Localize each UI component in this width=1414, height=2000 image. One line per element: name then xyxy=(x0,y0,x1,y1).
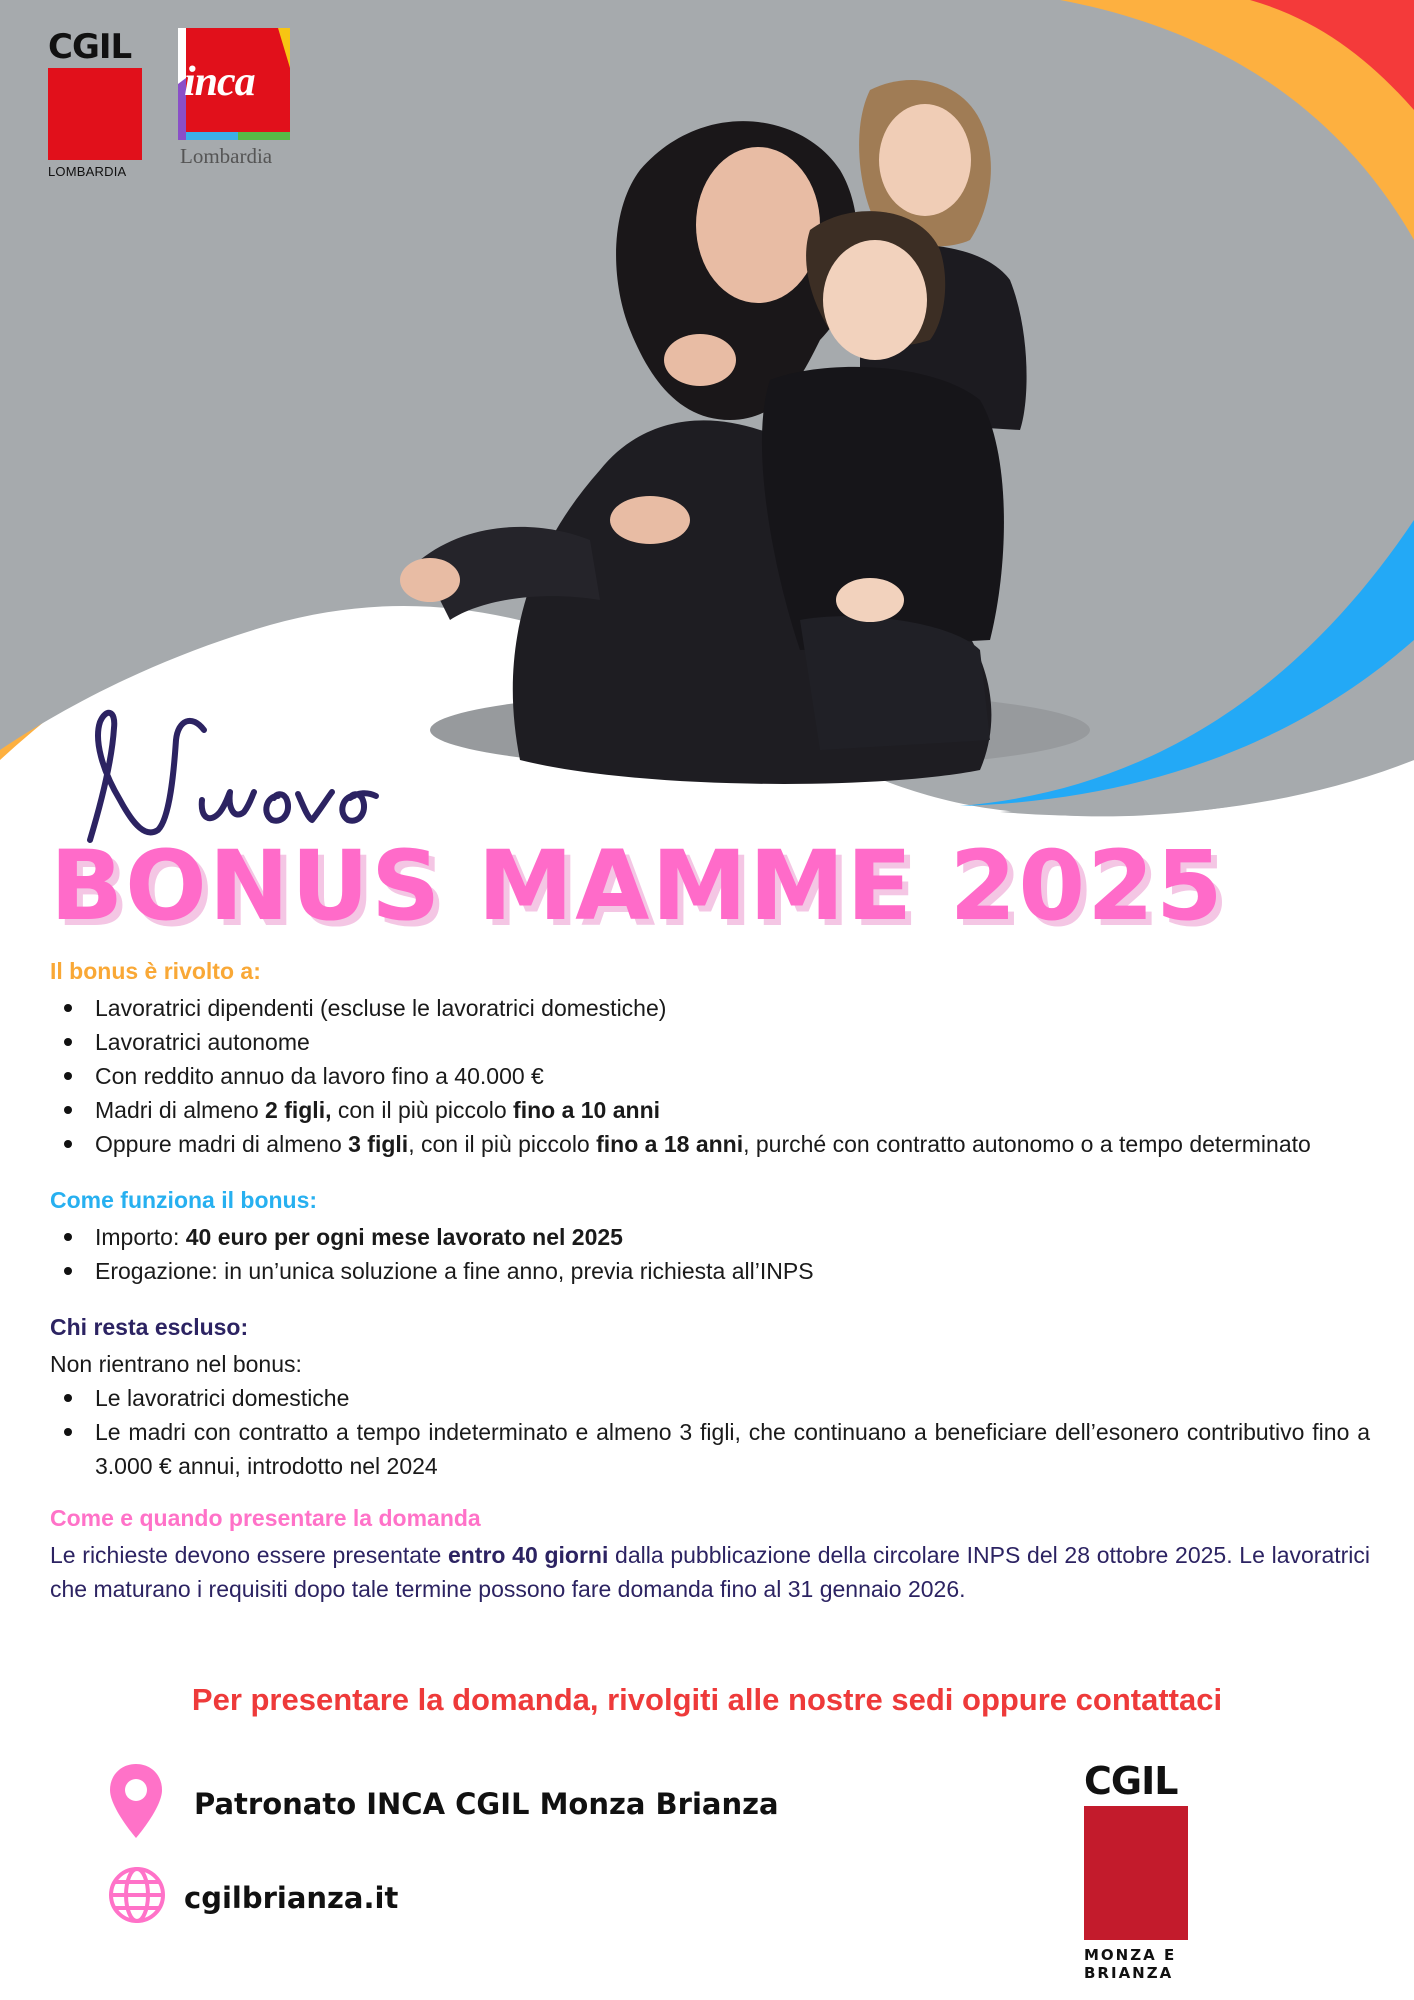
website-link[interactable]: cgilbrianza.it xyxy=(184,1880,399,1915)
item-text: Importo: xyxy=(95,1224,186,1250)
cgil-monza-brianza-logo xyxy=(1084,1759,1190,1982)
section-how-it-works-title: Come funziona il bonus: xyxy=(50,1187,318,1213)
list-item xyxy=(50,991,1370,1025)
item-text: Oppure madri di almeno xyxy=(95,1131,349,1157)
contact-office xyxy=(108,1762,779,1845)
section-eligibility-title: Il bonus è rivolto a: xyxy=(50,958,261,984)
item-text: Madri di almeno xyxy=(95,1097,266,1123)
item-text: Con reddito annuo da lavoro fino a 40.000 € xyxy=(95,1063,544,1089)
content-area xyxy=(50,958,1370,1606)
call-to-action: Per presentare la domanda, rivolgiti alle nostre sedi oppure contattaci xyxy=(191,1682,1223,1717)
paragraph-bold: entro 40 giorni xyxy=(447,1542,609,1568)
inca-logo-sub: Lombardia xyxy=(180,144,273,168)
list-item xyxy=(50,1127,1370,1161)
inca-logo-word: inca xyxy=(184,59,255,105)
cgil-lombardia-logo xyxy=(48,27,144,179)
item-text: Lavoratrici autonome xyxy=(95,1029,310,1055)
item-text: Erogazione: in un’unica soluzione a fine anno, previa richiesta all’INPS xyxy=(95,1258,814,1284)
list-item xyxy=(50,1254,1370,1288)
paragraph-text: dalla pubblicazione della circolare INPS del 28 ottobre 2025. Le lavoratrici che maturano i requisiti dopo tale termine possono fare domanda fino al 31 gennaio 2026. xyxy=(50,1542,1371,1602)
list-item xyxy=(50,1220,1370,1254)
list-item xyxy=(50,1025,1370,1059)
cgil-logo-word: CGIL xyxy=(48,27,132,67)
list-item xyxy=(50,1381,1370,1415)
item-bold: 40 euro per ogni mese lavorato nel 2025 xyxy=(185,1224,623,1250)
excluded-list xyxy=(50,1381,1370,1483)
eligibility-list xyxy=(50,991,1370,1161)
contact-website[interactable] xyxy=(108,1866,398,1929)
cgil-bottom-block xyxy=(1084,1806,1188,1940)
cgil-bottom-sub-line2: BRIANZA xyxy=(1084,1964,1174,1982)
cgil-logo-sub: LOMBARDIA xyxy=(48,164,127,179)
title-main: BONUS MAMME 2025 xyxy=(50,830,1225,942)
item-text: Lavoratrici dipendenti (escluse le lavoratrici domestiche) xyxy=(95,995,667,1021)
inca-lombardia-logo xyxy=(178,28,296,169)
item-text: Le lavoratrici domestiche xyxy=(95,1385,350,1411)
list-item xyxy=(50,1415,1370,1483)
section-excluded-title: Chi resta escluso: xyxy=(50,1314,249,1340)
paragraph-text: Le richieste devono essere presentate xyxy=(50,1542,448,1568)
list-item xyxy=(50,1059,1370,1093)
item-bold: 3 figli xyxy=(348,1131,409,1157)
cgil-logo-block xyxy=(48,68,142,160)
cgil-bottom-word: CGIL xyxy=(1084,1759,1178,1803)
location-pin-icon xyxy=(108,1762,164,1845)
inca-logo-box xyxy=(178,28,290,140)
item-bold: 2 figli, xyxy=(265,1097,332,1123)
section-application-title: Come e quando presentare la domanda xyxy=(50,1505,481,1531)
cgil-bottom-sub-line1: MONZA E xyxy=(1084,1946,1177,1964)
globe-icon xyxy=(108,1866,166,1929)
item-text: Le madri con contratto a tempo indeterminato e almeno 3 figli, che continuano a beneficiare dell’esonero contributivo fino a 3.000 € annui, introdotto nel 2024 xyxy=(95,1419,1370,1479)
item-text: , purché con contratto autonomo o a tempo determinato xyxy=(743,1131,1311,1157)
item-bold: fino a 10 anni xyxy=(513,1097,661,1123)
application-paragraph xyxy=(50,1538,1370,1606)
item-text: , con il più piccolo xyxy=(408,1131,597,1157)
how-it-works-list xyxy=(50,1220,1370,1288)
list-item xyxy=(50,1093,1370,1127)
item-bold: fino a 18 anni xyxy=(596,1131,744,1157)
item-text: con il più piccolo xyxy=(331,1097,514,1123)
excluded-intro: Non rientrano nel bonus: xyxy=(50,1351,302,1377)
office-label: Patronato INCA CGIL Monza Brianza xyxy=(194,1786,779,1821)
